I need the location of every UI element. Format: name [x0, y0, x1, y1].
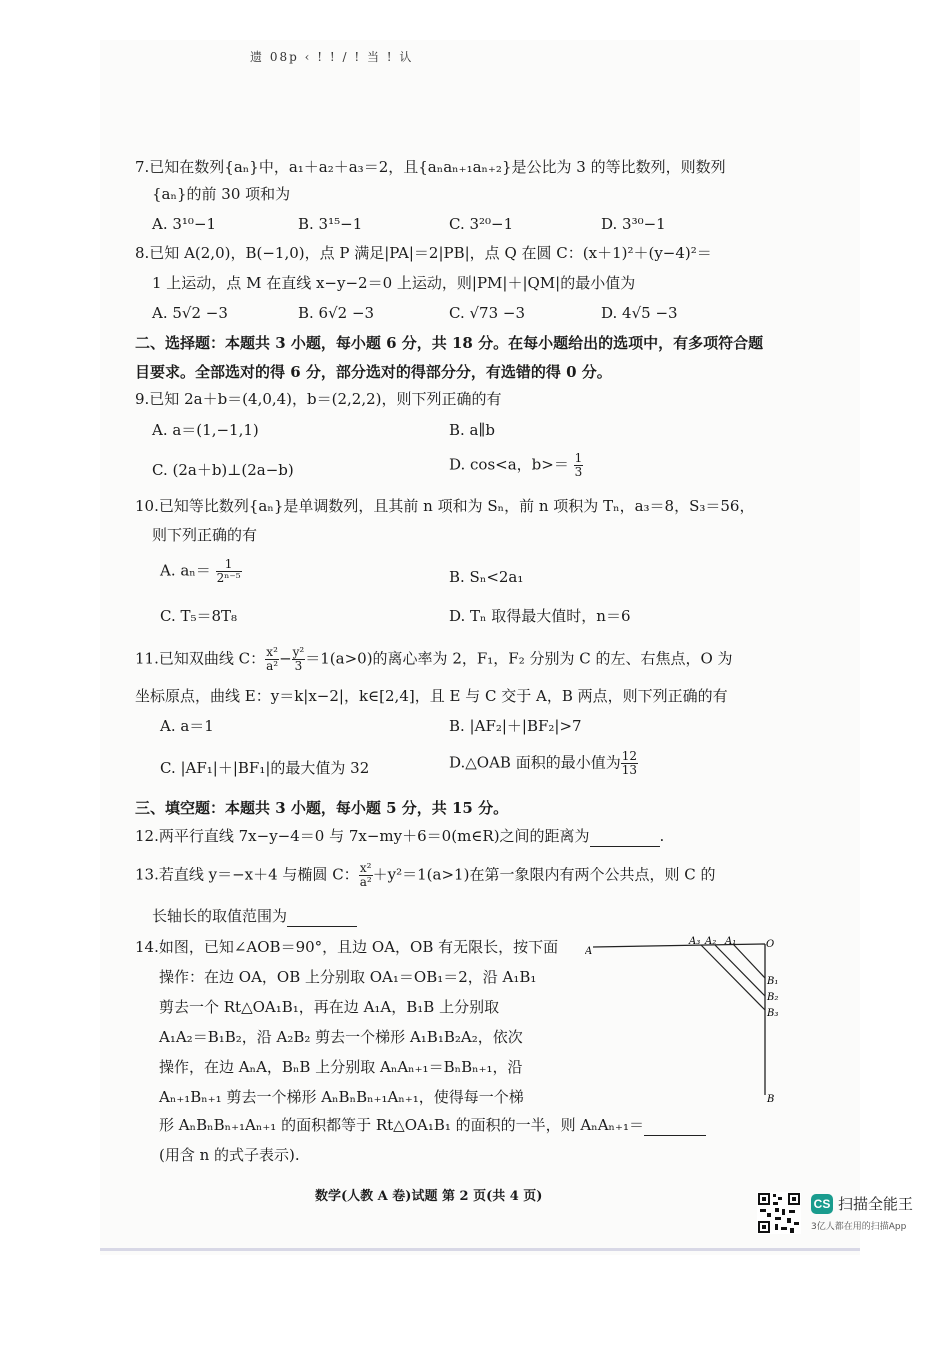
q14-line8: (用含 n 的式子表示).: [159, 1146, 300, 1164]
label-a1: A₁: [725, 936, 737, 947]
q10-a-numerator: 1: [216, 558, 242, 572]
q13-line2: [152, 906, 357, 927]
q10-a-denominator: 2ⁿ⁻⁵: [216, 571, 241, 585]
q7-option-d: D. 3³⁰−1: [601, 215, 666, 233]
q12-answer-blank[interactable]: [590, 826, 660, 847]
q11-option-d: [449, 750, 638, 777]
q10-option-d: D. Tₙ 取得最大值时，n＝6: [449, 607, 631, 625]
q8-line2: 1 上运动，点 M 在直线 x−y−2＝0 上运动，则|PM|＋|QM|的最小值为: [152, 274, 636, 292]
q7-line1: 7.已知在数列{aₙ}中，a₁＋a₂＋a₃＝2，且{aₙaₙ₊₁aₙ₊₂}是公比为 3 的等比数列，则数列: [135, 158, 726, 176]
q14-line7-text: 形 AₙBₙBₙ₊₁Aₙ₊₁ 的面积都等于 Rt△OA₁B₁ 的面积的一半，则 AₙAₙ₊₁＝: [159, 1116, 644, 1134]
q11-option-d-fraction: [621, 750, 638, 777]
q9-option-d-fraction: [574, 452, 584, 479]
segment-a1b1: [733, 944, 765, 978]
q10-option-a-fraction: [216, 558, 242, 585]
q14-angle-diagram: [585, 932, 785, 1107]
q7-option-c: C. 3²⁰−1: [449, 215, 514, 233]
header-marks: 遗 08p ‹ ! ! / ! 当 ! 认: [250, 50, 414, 64]
q14-line3: 剪去一个 Rt△OA₁B₁，再在边 A₁A，B₁B 上分别取: [159, 998, 500, 1016]
q7-option-b: B. 3¹⁵−1: [298, 215, 363, 233]
q14-line5: 操作，在边 AₙA，BₙB 上分别取 AₙAₙ₊₁＝BₙBₙ₊₁，沿: [159, 1058, 523, 1076]
label-b1: B₁: [767, 976, 779, 987]
q11-fx-den: a²: [266, 659, 279, 673]
q11-option-d-text: D.△OAB 面积的最小值为: [449, 753, 621, 772]
camscanner-logo-icon: CS: [811, 1194, 833, 1214]
q13-f-den: a²: [359, 875, 372, 889]
q11-d-den: 13: [621, 763, 637, 777]
label-a3: A₃: [689, 936, 701, 947]
q11-option-c: C. |AF₁|＋|BF₁|的最大值为 32: [160, 759, 370, 777]
q10-option-a: [160, 558, 242, 585]
q11-line1-pre: 11.已知双曲线 C：: [135, 649, 266, 668]
q14-line4: A₁A₂＝B₁B₂，沿 A₂B₂ 剪去一个梯形 A₁B₁B₂A₂，依次: [159, 1028, 523, 1046]
q11-d-num: 12: [621, 749, 637, 763]
ray-oa: [593, 944, 765, 947]
q7-option-a: A. 3¹⁰−1: [152, 215, 217, 233]
q10-option-b: B. Sₙ<2a₁: [449, 568, 524, 586]
label-b2: B₂: [767, 992, 779, 1003]
q11-fy-num: y²: [292, 645, 305, 659]
q10-option-a-text: A. aₙ＝: [160, 561, 211, 580]
section3-heading: 三、填空题：本题共 3 小题，每小题 5 分，共 15 分。: [135, 799, 509, 817]
q11-line2: 坐标原点，曲线 E：y＝k|x−2|，k∈[2,4]，且 E 与 C 交于 A，B 两点，则下列正确的有: [135, 687, 728, 705]
q9-option-c: C. (2a＋b)⊥(2a−b): [152, 461, 294, 479]
q11-line1-post: ＝1(a>0)的离心率为 2，F₁，F₂ 分别为 C 的左、右焦点，O 为: [305, 649, 733, 668]
q11-fraction-y: [292, 646, 306, 673]
scanner-app-subtitle: 3亿人都在用的扫描App: [811, 1222, 907, 1232]
q10-option-c: C. T₅＝8T₈: [160, 607, 238, 625]
q10-line2: 则下列正确的有: [152, 526, 258, 544]
q10-line1: 10.已知等比数列{aₙ}是单调数列，且其前 n 项和为 Sₙ，前 n 项积为 Tₙ，a₃＝8，S₃＝56，: [135, 497, 755, 515]
q8-option-a: A. 5√2 −3: [152, 304, 228, 322]
q11-fraction-x: [265, 646, 279, 673]
q7-line2: {aₙ}的前 30 项和为: [152, 185, 291, 203]
q8-option-c: C. √73 −3: [449, 304, 526, 322]
label-o: O: [766, 939, 775, 950]
qr-code-icon: [757, 1192, 801, 1234]
section2-heading-line1: 二、选择题：本题共 3 小题，每小题 6 分，共 18 分。在每小题给出的选项中，有多项符合题: [135, 334, 764, 352]
segment-a3b3: [701, 945, 765, 1010]
q11-fx-num: x²: [266, 645, 278, 659]
q9-d-numerator: 1: [574, 451, 583, 465]
q13-line1: [135, 862, 715, 889]
q8-option-d: D. 4√5 −3: [601, 304, 678, 322]
scanner-app-title: 扫描全能王: [838, 1195, 914, 1213]
q9-d-denominator: 3: [574, 465, 583, 479]
q9-option-a: A. a＝(1,−1,1): [152, 421, 259, 439]
label-a2: A₂: [705, 936, 717, 947]
q13-f-num: x²: [359, 861, 372, 875]
q11-minus: −: [279, 649, 292, 668]
page-bottom-edge: [100, 1248, 860, 1251]
q13-line2-text: 长轴长的取值范围为: [152, 907, 288, 925]
q11-option-a: A. a＝1: [160, 717, 214, 735]
q13-fraction: [359, 862, 373, 889]
q14-line1: 14.如图，已知∠AOB＝90°，且边 OA，OB 有无限长，按下面: [135, 938, 559, 956]
label-b3: B₃: [767, 1008, 779, 1019]
q9-stem: 9.已知 2a＋b＝(4,0,4)，b＝(2,2,2)，则下列正确的有: [135, 390, 502, 408]
q11-line1: [135, 646, 733, 673]
q9-option-d-text: D. cos<a，b>＝: [449, 455, 569, 474]
q12-stem: 12.两平行直线 7x−y−4＝0 与 7x−my＋6＝0(m∈R)之间的距离为: [135, 827, 590, 845]
q9-option-d: [449, 452, 583, 479]
q9-option-b: B. a∥b: [449, 421, 496, 439]
page-footer: 数学(人教 A 卷)试题 第 2 页(共 4 页): [315, 1189, 543, 1204]
q12-text: [135, 826, 664, 847]
q12-period: .: [659, 827, 665, 845]
label-b: B: [767, 1094, 775, 1105]
q11-option-b: B. |AF₂|＋|BF₂|>7: [449, 717, 582, 735]
q11-fy-den: 3: [294, 659, 303, 673]
label-a: A: [585, 946, 593, 957]
section2-heading-line2: 目要求。全部选对的得 6 分，部分选对的得部分分，有选错的得 0 分。: [135, 363, 612, 381]
q14-line2: 操作：在边 OA，OB 上分别取 OA₁＝OB₁＝2，沿 A₁B₁: [159, 968, 537, 986]
q8-option-b: B. 6√2 −3: [298, 304, 375, 322]
q14-line6: Aₙ₊₁Bₙ₊₁ 剪去一个梯形 AₙBₙBₙ₊₁Aₙ₊₁，使得每一个梯: [159, 1088, 524, 1106]
q13-answer-blank[interactable]: [287, 906, 357, 927]
q13-pre: 13.若直线 y＝−x＋4 与椭圆 C：: [135, 865, 359, 884]
q8-line1: 8.已知 A(2,0)，B(−1,0)，点 P 满足|PA|＝2|PB|，点 Q 在圆 C：(x＋1)²＋(y−4)²＝: [135, 244, 712, 262]
q13-post: ＋y²＝1(a>1)在第一象限内有两个公共点，则 C 的: [372, 865, 716, 884]
q14-answer-blank[interactable]: [644, 1115, 706, 1136]
q14-line7: [159, 1115, 706, 1136]
